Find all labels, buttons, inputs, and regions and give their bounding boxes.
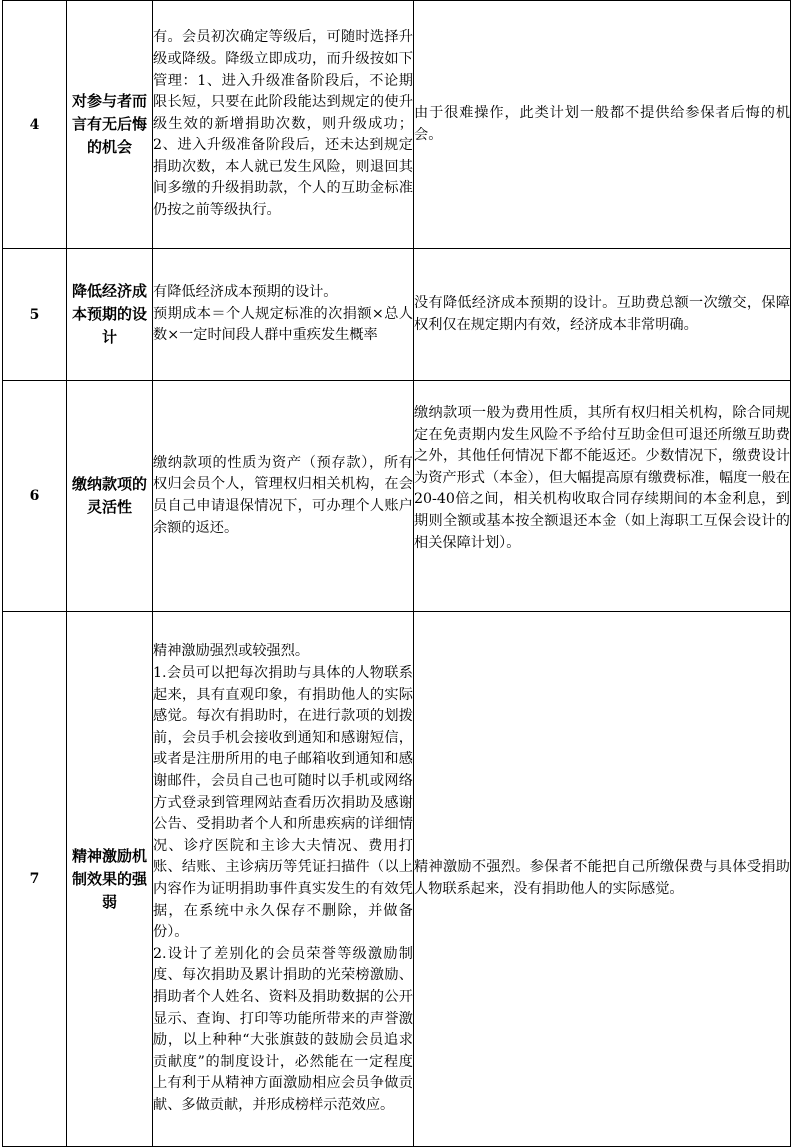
- item-label: 精神激励机制效果的强弱: [67, 612, 153, 1147]
- insurance-text: 没有降低经济成本预期的设计。互助费总额一次缴交，保障权利仅在规定期内有效，经济成本非常明确。: [414, 294, 790, 333]
- table-row: [3, 612, 791, 1147]
- row-number: 4: [3, 1, 67, 249]
- row-number: 5: [3, 249, 67, 381]
- insurance-text: 缴纳款项一般为费用性质，其所有权归相关机构，除合同规定在免责期内发生风险不予给付互助金但可退还所缴互助费之外，其他任何情况下都不能返还。少数情况下，缴费设计为资产形式（本金），但大幅提高原有缴费标准，幅度一般在20-40倍之间，相关机构收取合同存续期间的本金利息，到期则全额或基本按全额退还本金（如上海职工互保会设计的相关保障计划）。: [414, 405, 790, 551]
- item-label: 降低经济成本预期的设计: [67, 249, 153, 381]
- insurance-description: [414, 381, 791, 612]
- insurance-text: 由于很难操作，此类计划一般都不提供给参保者后悔的机会。: [414, 104, 790, 143]
- insurance-description: [414, 1, 791, 249]
- comparison-table: [2, 0, 791, 1147]
- plan-description: [153, 1, 414, 249]
- plan-description: [153, 249, 414, 381]
- row-number: 7: [3, 612, 67, 1147]
- table-row: [3, 381, 791, 612]
- plan-description: [153, 612, 414, 1147]
- plan-text: 精神激励强烈或较强烈。: [153, 643, 310, 660]
- insurance-description: [414, 249, 791, 381]
- plan-text: 2.设计了差别化的会员荣誉等级激励制度、每次捐助及累计捐助的光荣榜激励、捐助者个人姓名、资料及捐助数据的公开显示、查询、打印等功能所带来的声誉激励，以上种种“大张旗鼓的鼓励会员追求贡献度”的制度设计，必然能在一定程度上有利于从精神方面激励相应会员争做贡献、多做贡献，并形成榜样示范效应。: [153, 945, 413, 1113]
- table-row: [3, 249, 791, 381]
- plan-text: 有。会员初次确定等级后，可随时选择升级或降级。降级立即成功，而升级按如下管理：1、进入升级准备阶段后，不论期限长短，只要在此阶段能达到规定的使升级生效的新增捐助次数，则升级成功；2、进入升级准备阶段后，还未达到规定捐助次数，本人就已发生风险，则退回其间多缴的升级捐助款，个人的互助金标准仍按之前等级执行。: [153, 29, 413, 219]
- item-label: 对参与者而言有无后悔的机会: [67, 1, 153, 249]
- item-label: 缴纳款项的灵活性: [67, 381, 153, 612]
- plan-text: 1.会员可以把每次捐助与具体的人物联系起来，具有直观印象，有捐助他人的实际感觉。每次有捐助时，在进行款项的划拨前，会员手机会接收到通知和感谢短信，或者是注册所用的电子邮箱收到通知和感谢邮件，会员自己也可随时以手机或网络方式登录到管理网站查看历次捐助及感谢公告、受捐助者个人和所患疾病的详细情况、诊疗医院和主诊大夫情况、费用打账、结账、主诊病历等凭证扫描件（以上内容作为证明捐助事件真实发生的有效凭据，在系统中永久保存不删除，并做备份）。: [153, 665, 413, 941]
- insurance-text: 精神激励不强烈。参保者不能把自己所缴保费与具体受捐助人物联系起来，没有捐助他人的实际感觉。: [414, 859, 790, 897]
- plan-text: 预期成本＝个人规定标准的次捐额×总人数×一定时间段人群中重疾发生概率: [153, 305, 413, 344]
- insurance-description: [414, 612, 791, 1147]
- row-number: 6: [3, 381, 67, 612]
- plan-text: 有降低经济成本预期的设计。: [153, 284, 338, 301]
- plan-description: [153, 381, 414, 612]
- plan-text: 缴纳款项的性质为资产（预存款），所有权归会员个人，管理权归相关机构，在会员自己申请退保情况下，可办理个人账户余额的返还。: [153, 454, 413, 536]
- table-row: [3, 1, 791, 249]
